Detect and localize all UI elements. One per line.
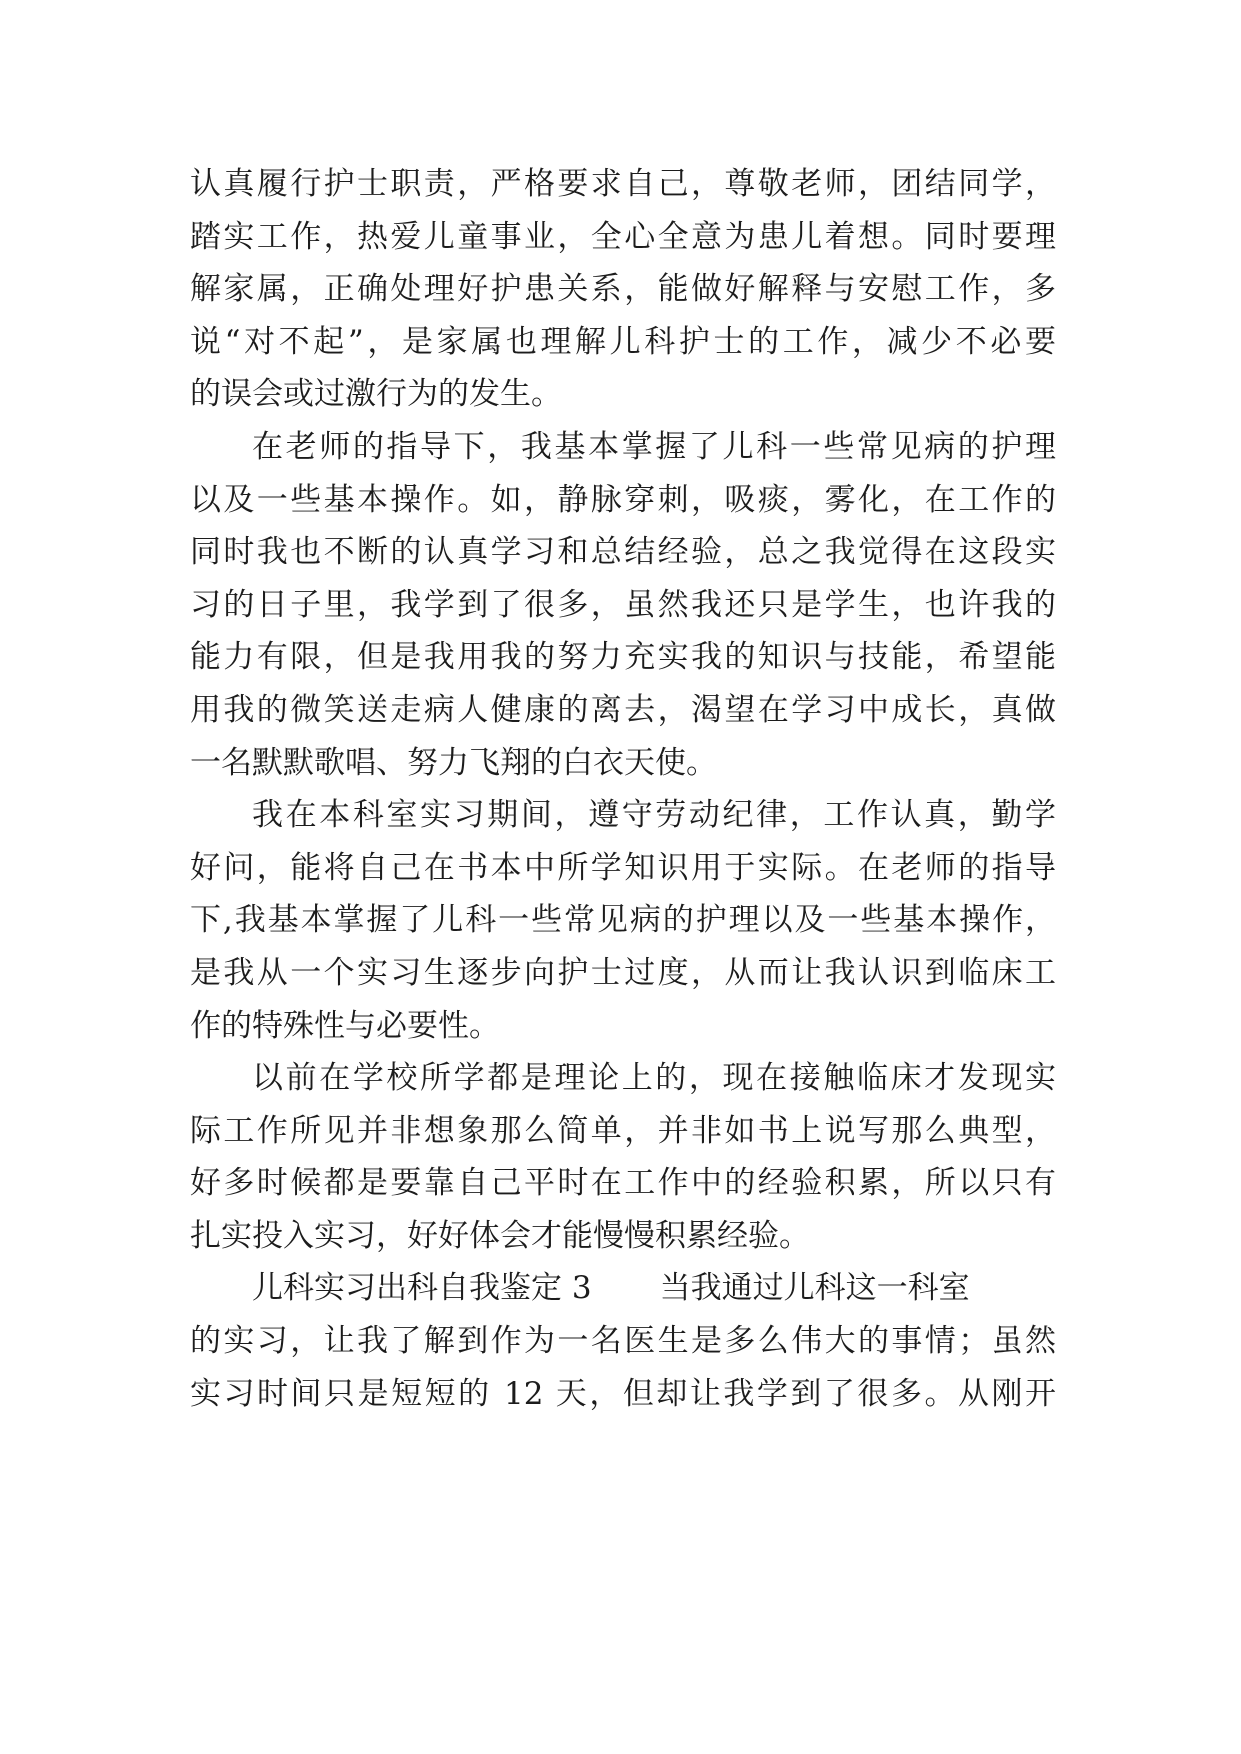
text-line: 际工作所见并非想象那么简单，并非如书上说写那么典型， xyxy=(190,1112,1056,1149)
text-line: 习的日子里，我学到了很多，虽然我还只是学生，也许我的 xyxy=(190,586,1056,623)
paragraph-start-line: 我在本科室实习期间，遵守劳动纪律，工作认真，勤学 xyxy=(252,797,1056,834)
paragraph-start-line: 在老师的指导下，我基本掌握了儿科一些常见病的护理 xyxy=(252,428,1056,465)
text-line: 同时我也不断的认真学习和总结经验，总之我觉得在这段实 xyxy=(190,534,1056,571)
section-heading: 儿科实习出科自我鉴定 3 xyxy=(252,1270,592,1307)
text-line: 解家属，正确处理好护患关系，能做好解释与安慰工作，多 xyxy=(190,271,1056,308)
text-line: 是我从一个实习生逐步向护士过度，从而让我认识到临床工 xyxy=(190,954,1056,991)
section-heading-line xyxy=(190,1262,1056,1315)
text-line: 下,我基本掌握了儿科一些常见病的护理以及一些基本操作， xyxy=(190,902,1056,939)
text-line: 好问，能将自己在书本中所学知识用于实际。在老师的指导 xyxy=(190,849,1056,886)
heading-continuation: 当我通过儿科这一科室 xyxy=(659,1270,970,1307)
text-line: 的误会或过激行为的发生。 xyxy=(190,376,562,413)
text-line: 实习时间只是短短的 12 天，但却让我学到了很多。从刚开 xyxy=(190,1375,1056,1412)
text-line: 扎实投入实习，好好体会才能慢慢积累经验。 xyxy=(190,1217,810,1254)
text-line: 以及一些基本操作。如，静脉穿刺，吸痰，雾化，在工作的 xyxy=(190,481,1056,518)
text-line: 用我的微笑送走病人健康的离去，渴望在学习中成长，真做 xyxy=(190,691,1056,728)
text-line: 的实习，让我了解到作为一名医生是多么伟大的事情；虽然 xyxy=(190,1323,1056,1360)
text-line: 说“对不起”，是家属也理解儿科护士的工作，减少不必要 xyxy=(190,323,1056,360)
text-line: 踏实工作，热爱儿童事业，全心全意为患儿着想。同时要理 xyxy=(190,218,1056,255)
text-line: 认真履行护士职责，严格要求自己，尊敬老师，团结同学， xyxy=(190,166,1056,202)
body-text xyxy=(190,158,1056,1420)
text-line: 能力有限，但是我用我的努力充实我的知识与技能，希望能 xyxy=(190,639,1056,676)
text-line: 作的特殊性与必要性。 xyxy=(190,1007,500,1044)
paragraph-start-line: 以前在学校所学都是理论上的，现在接触临床才发现实 xyxy=(252,1060,1056,1097)
text-line: 好多时候都是要靠自己平时在工作中的经验积累，所以只有 xyxy=(190,1165,1056,1202)
text-line: 一名默默歌唱、努力飞翔的白衣天使。 xyxy=(190,744,717,781)
